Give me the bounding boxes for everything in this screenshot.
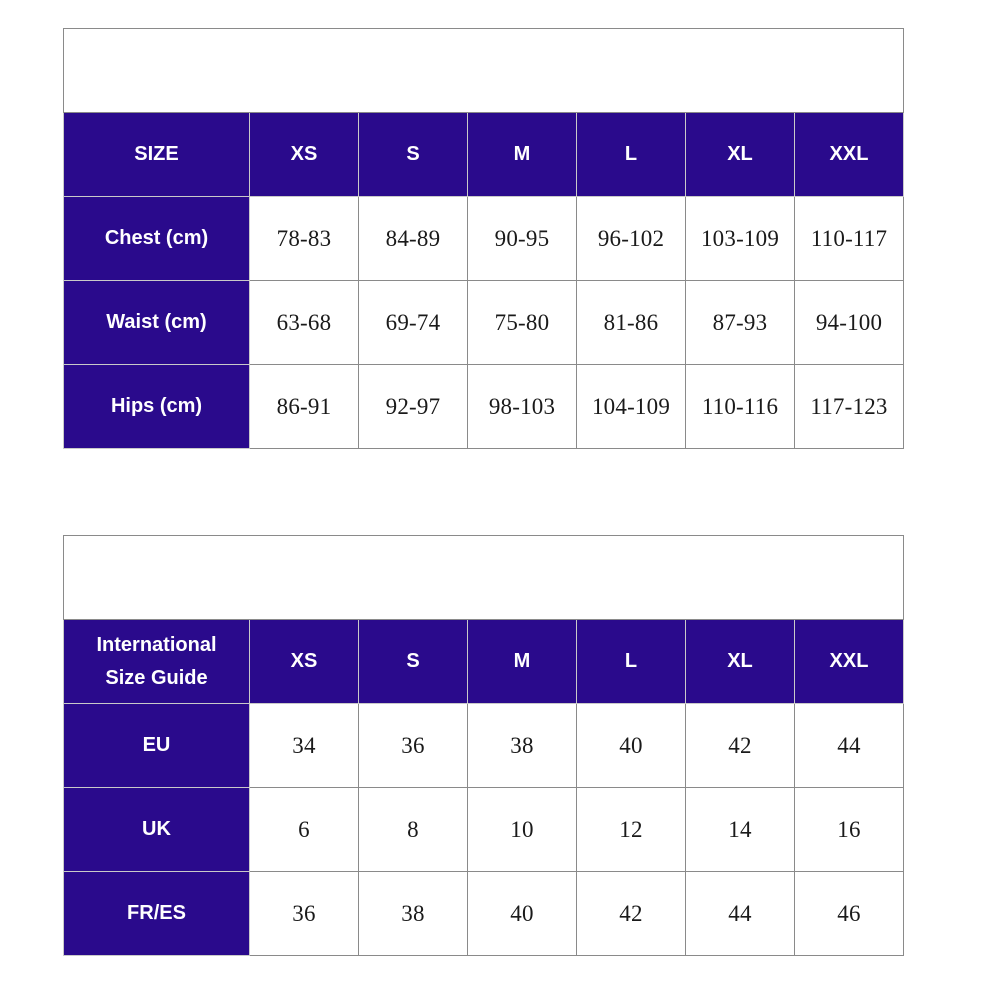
international-size-table [63,535,904,956]
header-l: L [577,113,686,197]
table-cell: 42 [686,704,795,788]
table-cell: 40 [577,704,686,788]
table-header-row [64,113,904,197]
table-cell: 110-117 [795,197,904,281]
row-label-waist: Waist (cm) [64,281,250,365]
table-row-hips [64,365,904,449]
header-size-label: SIZE [64,113,250,197]
header-l: L [577,620,686,704]
table-cell: 81-86 [577,281,686,365]
header-xs: XS [250,113,359,197]
table-cell: 12 [577,788,686,872]
table-cell: 44 [795,704,904,788]
header-xxl: XXL [795,620,904,704]
table-cell: 98-103 [468,365,577,449]
header-s: S [359,113,468,197]
table-title [64,29,904,113]
header-m: M [468,113,577,197]
table-row-uk [64,788,904,872]
table-cell: 46 [795,872,904,956]
row-label-hips: Hips (cm) [64,365,250,449]
table-title-row [64,29,904,113]
header-xl: XL [686,620,795,704]
table-title-row [64,536,904,620]
header-s: S [359,620,468,704]
header-label-line1: International [96,633,217,656]
table-cell: 110-116 [686,365,795,449]
header-international-label [64,620,250,704]
table-cell: 104-109 [577,365,686,449]
table-row-eu [64,704,904,788]
header-xxl: XXL [795,113,904,197]
table-cell: 36 [250,872,359,956]
table-cell: 34 [250,704,359,788]
table-cell: 92-97 [359,365,468,449]
header-label-line2: Size Guide [105,666,208,689]
table-cell: 96-102 [577,197,686,281]
table-row-waist [64,281,904,365]
table-cell: 69-74 [359,281,468,365]
row-label-fr-es: FR/ES [64,872,250,956]
table-cell: 86-91 [250,365,359,449]
table-cell: 94-100 [795,281,904,365]
table-cell: 8 [359,788,468,872]
table-header-row [64,620,904,704]
row-label-uk: UK [64,788,250,872]
header-xl: XL [686,113,795,197]
table-cell: 42 [577,872,686,956]
table-cell: 84-89 [359,197,468,281]
table-cell: 103-109 [686,197,795,281]
table-cell: 40 [468,872,577,956]
table-cell: 63-68 [250,281,359,365]
row-label-chest: Chest (cm) [64,197,250,281]
header-xs: XS [250,620,359,704]
table-cell: 38 [468,704,577,788]
table-cell: 78-83 [250,197,359,281]
table-cell: 75-80 [468,281,577,365]
table-cell: 6 [250,788,359,872]
table-row-chest [64,197,904,281]
row-label-eu: EU [64,704,250,788]
table-cell: 10 [468,788,577,872]
table-cell: 87-93 [686,281,795,365]
measurements-table [63,28,904,449]
table-cell: 90-95 [468,197,577,281]
table-cell: 44 [686,872,795,956]
table-cell: 38 [359,872,468,956]
table-cell: 16 [795,788,904,872]
table-title [64,536,904,620]
table-cell: 117-123 [795,365,904,449]
header-m: M [468,620,577,704]
table-cell: 14 [686,788,795,872]
table-row-fr-es [64,872,904,956]
table-cell: 36 [359,704,468,788]
